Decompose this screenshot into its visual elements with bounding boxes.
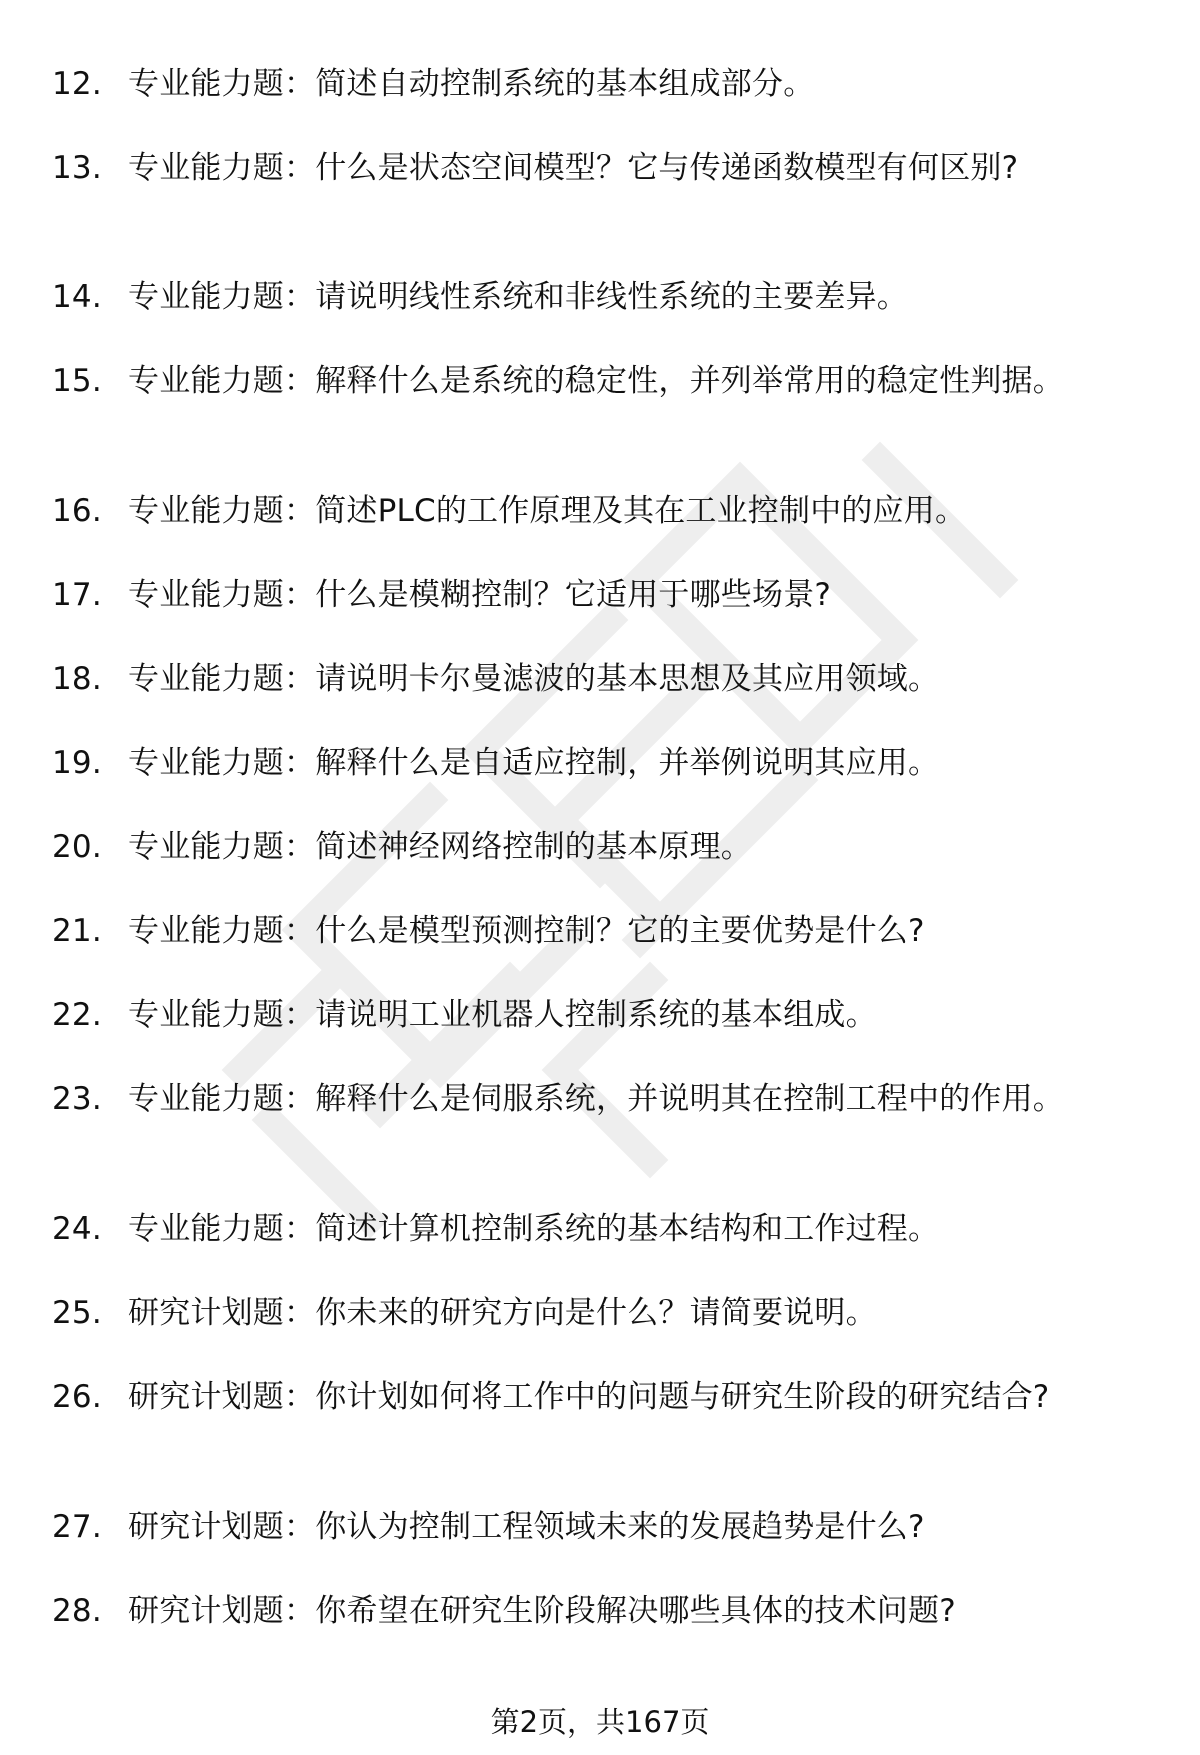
question-category: 专业能力题：	[128, 1081, 316, 1117]
question-category: 专业能力题：	[128, 493, 316, 529]
question-category: 专业能力题：	[128, 363, 316, 399]
question-number: 12.	[52, 66, 102, 102]
question-text	[128, 146, 1143, 190]
question-item	[52, 1291, 1152, 1335]
question-category: 专业能力题：	[128, 913, 316, 949]
question-number: 25.	[52, 1295, 102, 1331]
question-number: 27.	[52, 1509, 102, 1545]
question-item	[52, 1375, 1152, 1419]
question-category: 专业能力题：	[128, 577, 316, 613]
question-category: 专业能力题：	[128, 829, 316, 865]
question-item	[52, 573, 1152, 617]
question-text	[128, 825, 1143, 869]
question-content: 你计划如何将工作中的问题与研究生阶段的研究结合?	[315, 1379, 1050, 1415]
question-item	[52, 1077, 1152, 1121]
question-item	[52, 62, 1152, 106]
question-text	[128, 275, 1143, 319]
question-category: 专业能力题：	[128, 150, 316, 186]
question-item	[52, 657, 1152, 701]
question-category: 专业能力题：	[128, 1211, 316, 1247]
question-text	[128, 1589, 1143, 1633]
question-content: 简述自动控制系统的基本组成部分。	[315, 66, 815, 102]
question-text	[128, 1291, 1143, 1335]
question-number: 18.	[52, 661, 102, 697]
question-item	[52, 489, 1152, 533]
question-number: 22.	[52, 997, 102, 1033]
question-content: 解释什么是系统的稳定性，并列举常用的稳定性判据。	[315, 363, 1065, 399]
question-text	[128, 657, 1143, 701]
question-item	[52, 909, 1152, 953]
question-number: 23.	[52, 1081, 102, 1117]
question-text	[128, 741, 1143, 785]
question-content: 请说明卡尔曼滤波的基本思想及其应用领域。	[315, 661, 940, 697]
question-text	[128, 1077, 1143, 1121]
question-number: 28.	[52, 1593, 102, 1629]
question-content: 什么是状态空间模型？它与传递函数模型有何区别?	[315, 150, 1019, 186]
question-text	[128, 1207, 1143, 1251]
question-category: 专业能力题：	[128, 745, 316, 781]
question-text	[128, 909, 1143, 953]
question-category: 研究计划题：	[128, 1295, 316, 1331]
question-item	[52, 741, 1152, 785]
question-content: 什么是模型预测控制？它的主要优势是什么?	[315, 913, 925, 949]
question-number: 26.	[52, 1379, 102, 1415]
question-content: 什么是模糊控制？它适用于哪些场景?	[315, 577, 832, 613]
question-content: 你希望在研究生阶段解决哪些具体的技术问题?	[315, 1593, 956, 1629]
question-item	[52, 1207, 1152, 1251]
question-content: 你认为控制工程领域未来的发展趋势是什么?	[315, 1509, 925, 1545]
question-number: 13.	[52, 150, 102, 186]
question-number: 16.	[52, 493, 102, 529]
question-number: 14.	[52, 279, 102, 315]
question-text	[128, 359, 1143, 403]
question-category: 研究计划题：	[128, 1509, 316, 1545]
question-item	[52, 1505, 1152, 1549]
question-number: 17.	[52, 577, 102, 613]
question-text	[128, 573, 1143, 617]
question-content: 请说明工业机器人控制系统的基本组成。	[315, 997, 877, 1033]
question-category: 专业能力题：	[128, 997, 316, 1033]
question-text	[128, 489, 1143, 533]
question-item	[52, 275, 1152, 319]
question-text	[128, 62, 1143, 106]
question-category: 专业能力题：	[128, 279, 316, 315]
question-number: 19.	[52, 745, 102, 781]
question-content: 解释什么是伺服系统，并说明其在控制工程中的作用。	[315, 1081, 1065, 1117]
question-content: 简述PLC的工作原理及其在工业控制中的应用。	[315, 493, 967, 529]
question-category: 研究计划题：	[128, 1593, 316, 1629]
question-category: 研究计划题：	[128, 1379, 316, 1415]
question-number: 20.	[52, 829, 102, 865]
question-text	[128, 993, 1143, 1037]
question-content: 简述计算机控制系统的基本结构和工作过程。	[315, 1211, 940, 1247]
question-content: 简述神经网络控制的基本原理。	[315, 829, 753, 865]
question-item	[52, 1589, 1152, 1633]
question-number: 24.	[52, 1211, 102, 1247]
question-category: 专业能力题：	[128, 661, 316, 697]
question-content: 解释什么是自适应控制，并举例说明其应用。	[315, 745, 940, 781]
question-text	[128, 1505, 1143, 1549]
question-item	[52, 993, 1152, 1037]
question-text	[128, 1375, 1143, 1419]
page-number-footer: 第2页，共167页	[490, 1705, 710, 1739]
question-content: 你未来的研究方向是什么？请简要说明。	[315, 1295, 877, 1331]
question-item	[52, 359, 1152, 403]
question-number: 21.	[52, 913, 102, 949]
question-item	[52, 825, 1152, 869]
question-item	[52, 146, 1152, 190]
question-content: 请说明线性系统和非线性系统的主要差异。	[315, 279, 909, 315]
question-category: 专业能力题：	[128, 66, 316, 102]
question-number: 15.	[52, 363, 102, 399]
